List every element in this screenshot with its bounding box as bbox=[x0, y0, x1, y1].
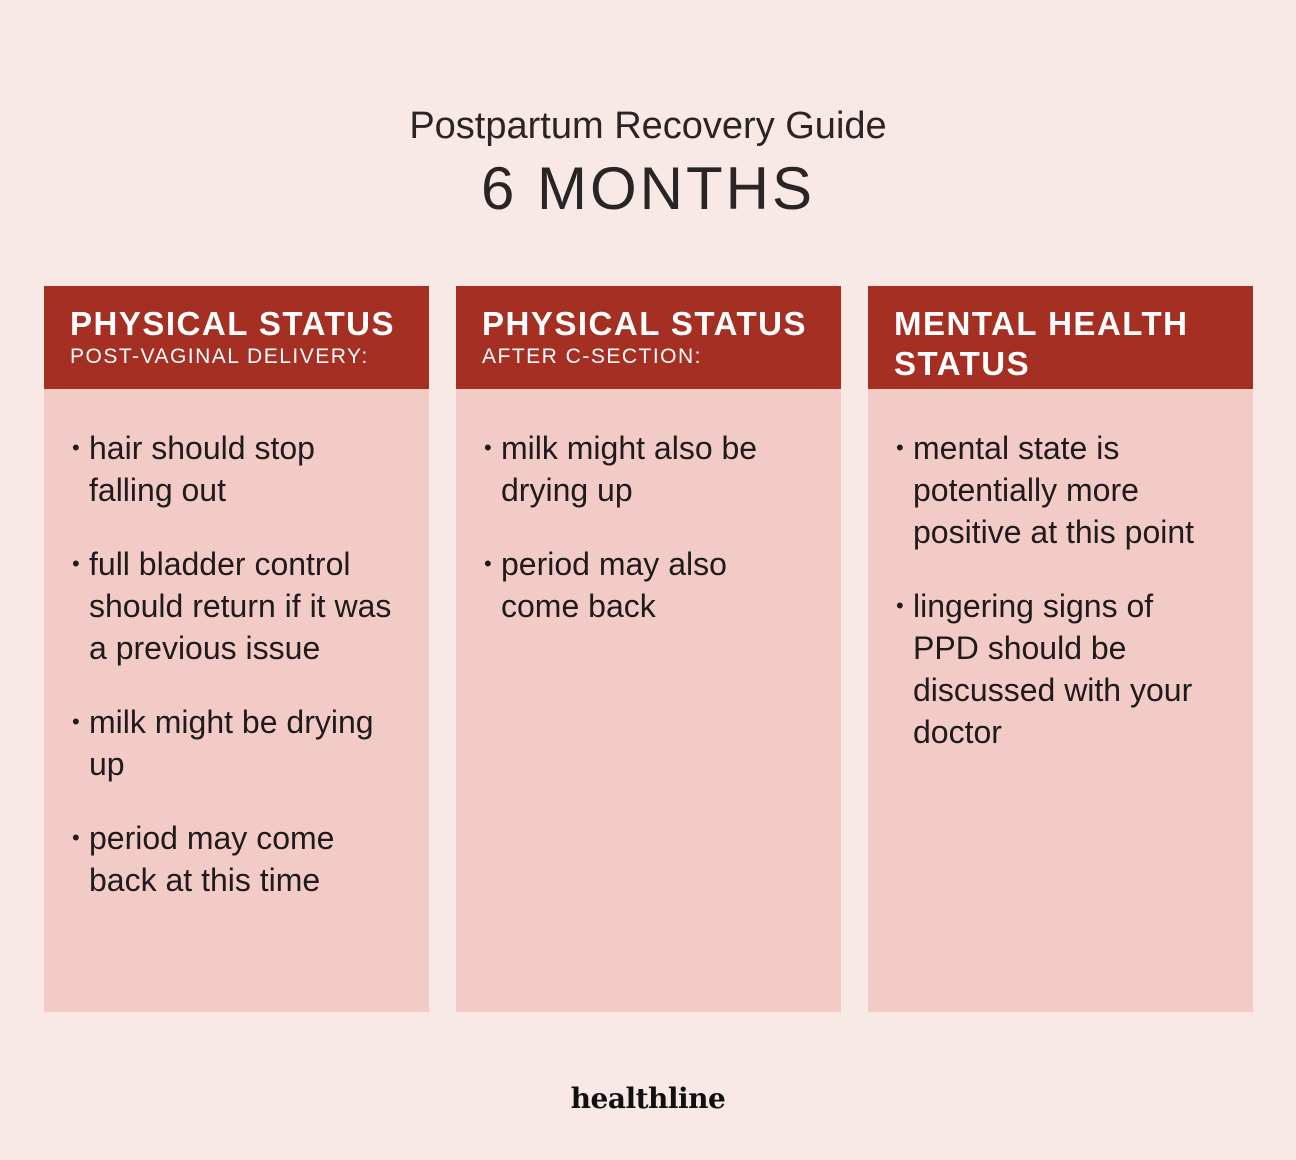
list-item bbox=[72, 701, 399, 785]
list-item bbox=[896, 585, 1223, 753]
card-mental-health bbox=[868, 286, 1253, 1012]
list-item-text: full bladder control should return if it was a previous issue bbox=[89, 546, 392, 666]
list-item-text: milk might also be drying up bbox=[501, 430, 758, 508]
card-header bbox=[868, 286, 1253, 389]
bullet-icon: • bbox=[896, 435, 904, 460]
bullet-icon: • bbox=[72, 709, 80, 734]
bullet-icon: • bbox=[72, 435, 80, 460]
bullet-icon: • bbox=[72, 551, 80, 576]
list-item bbox=[72, 543, 399, 669]
guide-subtitle: Postpartum Recovery Guide bbox=[409, 105, 887, 147]
card-list bbox=[44, 389, 429, 901]
bullet-icon: • bbox=[72, 825, 80, 850]
list-item bbox=[896, 427, 1223, 553]
card-list bbox=[868, 389, 1253, 753]
list-item bbox=[72, 427, 399, 511]
list-item bbox=[484, 427, 811, 511]
card-subtitle: POST-VAGINAL DELIVERY: bbox=[70, 345, 369, 368]
card-title: PHYSICAL STATUS bbox=[70, 305, 396, 342]
card-physical-csection bbox=[456, 286, 841, 1012]
healthline-logo: healthline bbox=[570, 1082, 726, 1115]
list-item bbox=[484, 543, 811, 627]
list-item bbox=[72, 817, 399, 901]
list-item-text: period may come back at this time bbox=[89, 820, 335, 898]
card-subtitle: AFTER C-SECTION: bbox=[482, 345, 703, 368]
card-title: PHYSICAL STATUS bbox=[482, 305, 808, 342]
card-header bbox=[44, 286, 429, 389]
bullet-icon: • bbox=[896, 593, 904, 618]
guide-title: 6 MONTHS bbox=[480, 155, 816, 222]
bullet-icon: • bbox=[484, 551, 492, 576]
list-item-text: milk might be drying up bbox=[89, 704, 374, 782]
list-item-text: period may also come back bbox=[501, 546, 727, 624]
list-item-text: mental state is potentially more positive at this point bbox=[913, 430, 1195, 550]
card-title: MENTAL HEALTH STATUS bbox=[894, 305, 1189, 382]
list-item-text: lingering signs of PPD should be discussed with your doctor bbox=[913, 588, 1193, 750]
list-item-text: hair should stop falling out bbox=[89, 430, 315, 508]
guide-header bbox=[0, 100, 1296, 224]
card-header bbox=[456, 286, 841, 389]
card-list bbox=[456, 389, 841, 627]
bullet-icon: • bbox=[484, 435, 492, 460]
card-physical-vaginal bbox=[44, 286, 429, 1012]
